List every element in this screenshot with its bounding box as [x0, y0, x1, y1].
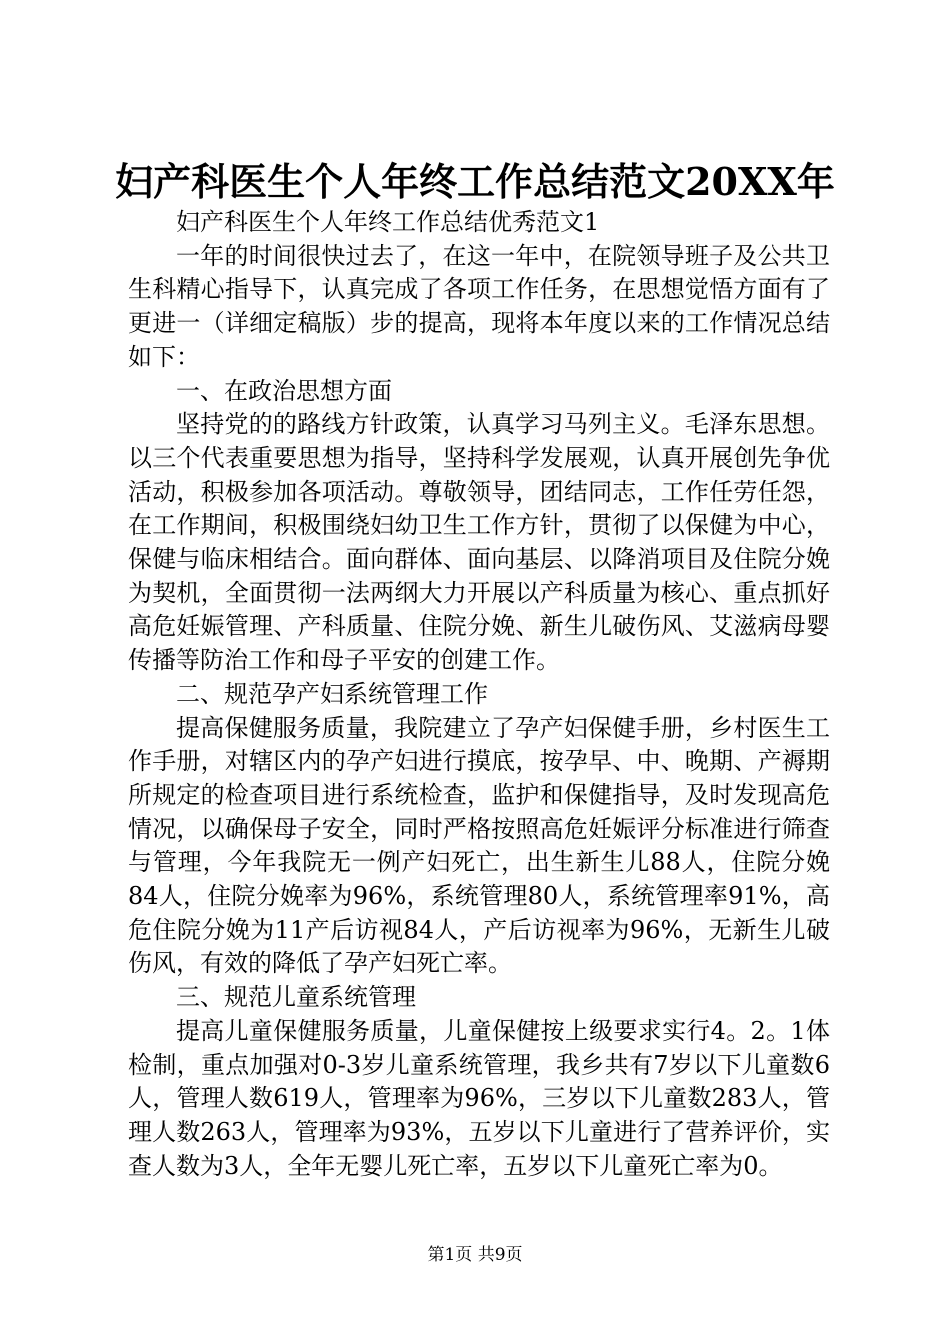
document-title: 妇产科医生个人年终工作总结范文20XX年	[115, 159, 835, 204]
section-3-paragraph: 提高儿童保健服务质量，儿童保健按上级要求实行4。2。1体检制，重点加强对0-3岁儿童系统管理，我乡共有7岁以下儿童数6人，管理人数619人，管理率为96%，三岁以下儿童数283人，管理人数263人，管理率为93%，五岁以下儿童进行了营养评价，实查人数为3人，全年无婴儿死亡率，五岁以下儿童死亡率为0。	[128, 1016, 830, 1180]
intro-paragraph: 一年的时间很快过去了，在这一年中，在院领导班子及公共卫生科精心指导下，认真完成了各项工作任务，在思想觉悟方面有了更进一（详细定稿版）步的提高，现将本年度以来的工作情况总结如下：	[128, 241, 830, 371]
subtitle-paragraph: 妇产科医生个人年终工作总结优秀范文1	[176, 208, 600, 236]
section-heading-1: 一、在政治思想方面	[176, 376, 392, 405]
document-body	[128, 206, 830, 1183]
section-1-paragraph: 坚持党的的路线方针政策，认真学习马列主义。毛泽东思想。以三个代表重要思想为指导，坚持科学发展观，认真开展创先争优活动，积极参加各项活动。尊敬领导，团结同志，工作任劳任怨，在工作期间，积极围绕妇幼卫生工作方针，贯彻了以保健为中心，保健与临床相结合。面向群体、面向基层、以降消项目及住院分娩为契机，全面贯彻一法两纲大力开展以产科质量为核心、重点抓好高危妊娠管理、产科质量、住院分娩、新生儿破伤风、艾滋病母婴传播等防治工作和母子平安的创建工作。	[128, 410, 830, 675]
section-2-paragraph: 提高保健服务质量，我院建立了孕产妇保健手册，乡村医生工作手册，对辖区内的孕产妇进行摸底，按孕早、中、晚期、产褥期所规定的检查项目进行系统检查，监护和保健指导，及时发现高危情况，以确保母子安全，同时严格按照高危妊娠评分标准进行筛查与管理，今年我院无一例产妇死亡，出生新生儿88人，住院分娩84人，住院分娩率为96%，系统管理80人，系统管理率91%，高危住院分娩为11产后访视84人，产后访视率为96%，无新生儿破伤风，有效的降低了孕产妇死亡率。	[128, 713, 830, 978]
page-footer: 第1页 共9页	[427, 1245, 523, 1265]
section-heading-3: 三、规范儿童系统管理	[176, 983, 416, 1012]
section-heading-2: 二、规范孕产妇系统管理工作	[176, 679, 488, 708]
